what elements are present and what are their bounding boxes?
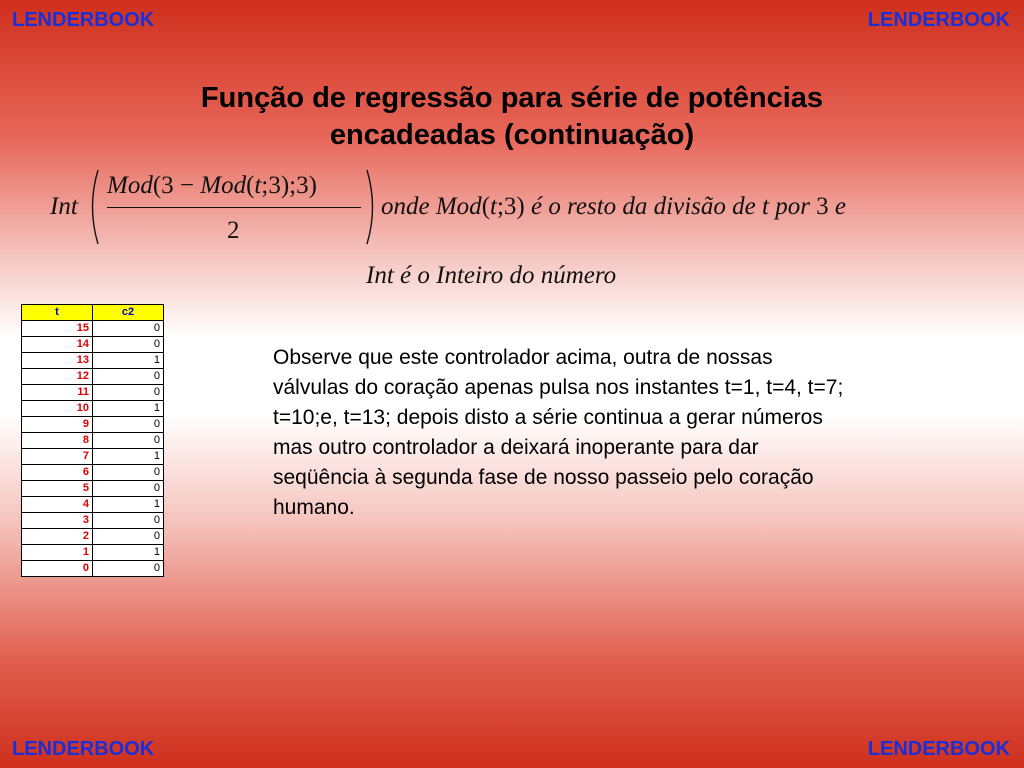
cell-c2: 0: [93, 337, 164, 353]
formula-t-1: t: [254, 172, 262, 199]
cell-t: 12: [22, 369, 93, 385]
table-row: [22, 497, 164, 513]
cell-t: 9: [22, 417, 93, 433]
data-table: [21, 304, 164, 577]
cell-t: 10: [22, 401, 93, 417]
table-row: [22, 561, 164, 577]
watermark-top-right: LENDERBOOK: [867, 9, 1010, 31]
formula-t-3: t: [761, 193, 769, 220]
watermark-bottom-right: LENDERBOOK: [867, 738, 1010, 760]
table-row: [22, 321, 164, 337]
cell-t: 5: [22, 481, 93, 497]
formula-definition: [381, 193, 846, 221]
explanation-line: humano.: [273, 496, 355, 519]
explanation-text: [273, 343, 993, 523]
cell-t: 1: [22, 545, 93, 561]
formula-left-paren: [86, 168, 100, 246]
formula-mod-2: Mod: [200, 172, 247, 199]
formula-semi3-close-2: ;3): [496, 193, 525, 220]
cell-c2: 0: [93, 369, 164, 385]
formula-open-paren-2: (: [481, 193, 491, 220]
formula-mod-1: Mod: [107, 172, 153, 199]
cell-t: 0: [22, 561, 93, 577]
explanation-line: seqüência à segunda fase de nosso passeio pelo coração: [273, 466, 814, 489]
cell-t: 8: [22, 433, 93, 449]
slide-title: [0, 80, 1024, 154]
table-header-row: [22, 305, 164, 321]
table-row: [22, 369, 164, 385]
formula-three: 3: [816, 193, 829, 220]
cell-t: 11: [22, 385, 93, 401]
cell-t: 4: [22, 497, 93, 513]
watermark-top-left: LENDERBOOK: [12, 9, 155, 31]
explanation-line: Observe que este controlador acima, outra de nossas: [273, 346, 773, 369]
cell-c2: 0: [93, 529, 164, 545]
cell-c2: 1: [93, 497, 164, 513]
formula-int: Int: [50, 193, 78, 220]
cell-t: 13: [22, 353, 93, 369]
table-row: [22, 545, 164, 561]
cell-c2: 0: [93, 433, 164, 449]
table-row: [22, 353, 164, 369]
table-row: [22, 513, 164, 529]
cell-c2: 1: [93, 449, 164, 465]
cell-c2: 1: [93, 353, 164, 369]
cell-c2: 0: [93, 481, 164, 497]
table-header-t: t: [22, 305, 93, 321]
formula-e: e: [834, 193, 847, 220]
formula-open-paren: (: [246, 172, 255, 199]
table-header-c2: c2: [93, 305, 164, 321]
cell-t: 3: [22, 513, 93, 529]
cell-t: 14: [22, 337, 93, 353]
table-row: [22, 449, 164, 465]
cell-t: 2: [22, 529, 93, 545]
cell-c2: 0: [93, 321, 164, 337]
table-row: [22, 529, 164, 545]
cell-t: 6: [22, 465, 93, 481]
table-row: [22, 337, 164, 353]
formula-por: por: [775, 193, 810, 220]
cell-c2: 0: [93, 417, 164, 433]
explanation-line: t=10;e, t=13; depois disto a série continua a gerar números: [273, 406, 823, 429]
explanation-line: mas outro controlador a deixará inoperante para dar: [273, 436, 759, 459]
formula-fraction-bar: [107, 207, 361, 208]
formula-paren-3-minus: (3 −: [152, 172, 201, 199]
table-row: [22, 481, 164, 497]
table-row: [22, 465, 164, 481]
formula-onde: onde: [381, 193, 430, 220]
cell-c2: 1: [93, 401, 164, 417]
formula-t-2: t: [490, 193, 497, 220]
formula-denominator: 2: [227, 217, 240, 244]
cell-c2: 0: [93, 385, 164, 401]
table-row: [22, 417, 164, 433]
formula-tail: é o resto da divisão de: [531, 193, 756, 220]
table-row: [22, 433, 164, 449]
formula-mod-3: Mod: [435, 193, 482, 220]
table-row: [22, 401, 164, 417]
cell-c2: 0: [93, 513, 164, 529]
cell-c2: 1: [93, 545, 164, 561]
cell-t: 7: [22, 449, 93, 465]
slide-title-line-2: encadeadas (continuação): [329, 119, 695, 151]
table-row: [22, 385, 164, 401]
cell-c2: 0: [93, 561, 164, 577]
formula-int-definition: Int é o Inteiro do número: [366, 262, 617, 289]
formula-numerator: [107, 172, 317, 200]
explanation-line: válvulas do coração apenas pulsa nos instantes t=1, t=4, t=7;: [273, 376, 844, 399]
cell-t: 15: [22, 321, 93, 337]
formula-right-paren: [365, 168, 379, 246]
watermark-bottom-left: LENDERBOOK: [12, 738, 155, 760]
formula-semi3-close: ;3);3): [261, 172, 317, 199]
cell-c2: 0: [93, 465, 164, 481]
slide-title-line-1: Função de regressão para série de potências: [200, 82, 824, 114]
